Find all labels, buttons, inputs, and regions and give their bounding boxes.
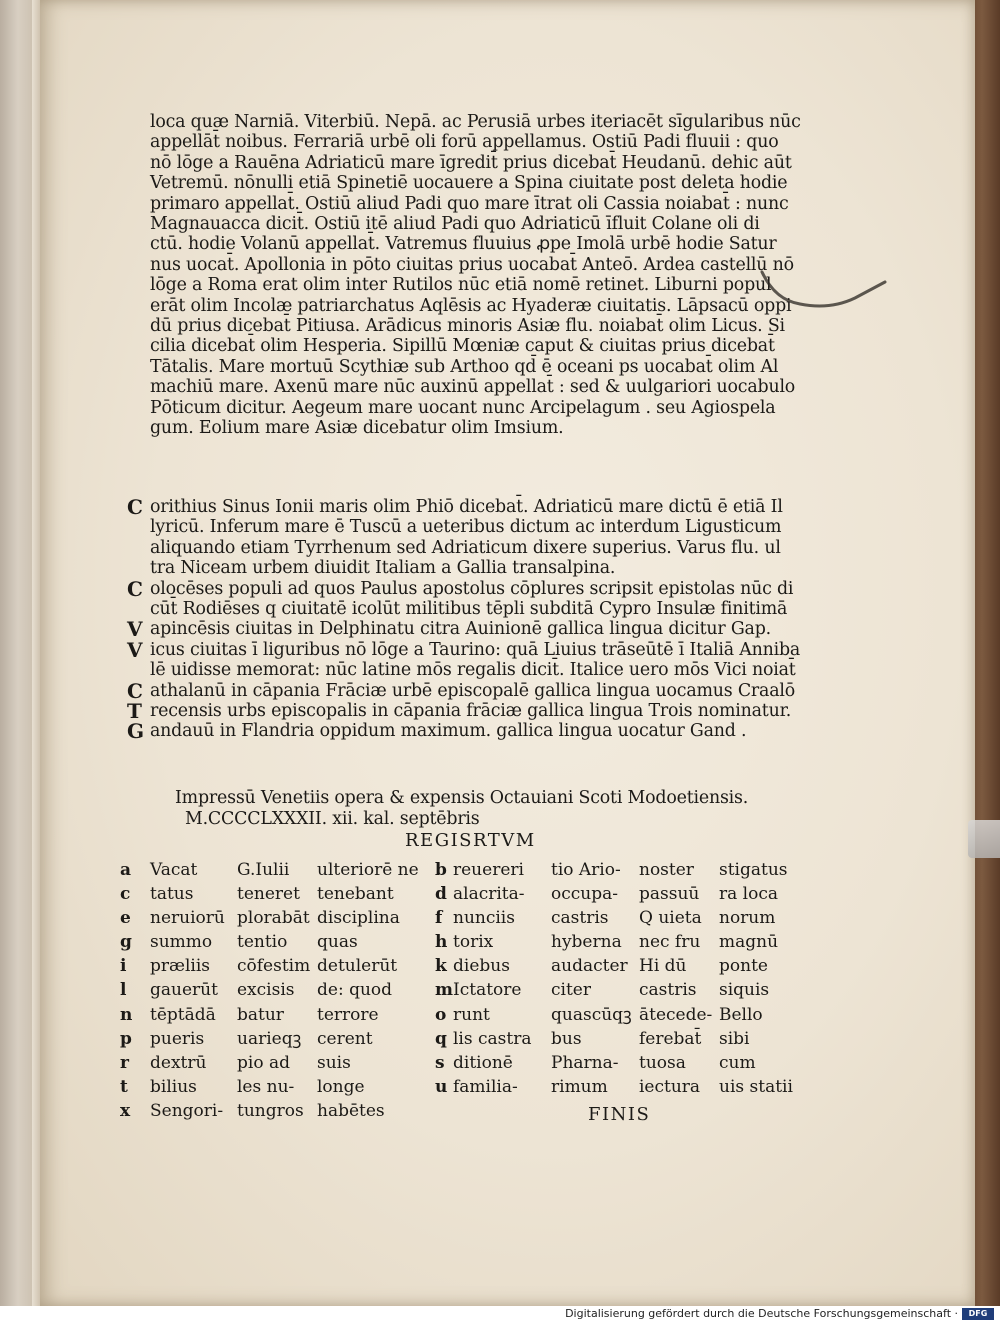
entry-initial: C xyxy=(127,678,143,703)
register-signature-letter: d xyxy=(435,884,447,905)
entry-line: apincēsis ciuitas in Delphinatu citra Auinionē gallica lingua dicitur Gap. xyxy=(150,619,771,640)
text-line: cilia dicebat̄ olim Hesperia. Sipillū Mœniæ caput & ciuitas prius dicebat̄ xyxy=(150,336,775,357)
register-row xyxy=(120,954,789,978)
register-catchword: nunciis xyxy=(453,908,515,929)
register-catchword: quascūqꝫ xyxy=(551,1004,632,1025)
register-catchword: Pharna- xyxy=(551,1052,619,1073)
register-catchword: cerent xyxy=(317,1028,373,1049)
register-catchword: les nu- xyxy=(237,1076,295,1097)
text-line: erāt olim Incolæ patriarchatus Aqlēsis ac Hyaderæ ciuitatis. Lāpsacū oppi xyxy=(150,295,792,316)
finis-label: FINIS xyxy=(588,1104,651,1125)
register-catchword xyxy=(639,1099,719,1123)
page-tab-clip xyxy=(968,820,1000,858)
register-catchword xyxy=(453,1099,551,1123)
register-catchword: pio ad xyxy=(237,1052,290,1073)
entry-line: tra Niceam urbem diuidit Italiam a Gallia transalpina. xyxy=(150,558,616,579)
text-line: lōge a Roma erat olim inter Rutilos nūc etiā nomē retinet. Liburni popul xyxy=(150,275,772,296)
register-signature-letter: n xyxy=(120,1004,133,1025)
entry-line: icus ciuitas ī liguribus nō lōge a Taurino: quā Liuius trāseūtē ī Italiā Anniba xyxy=(150,639,801,660)
register-signature-letter: o xyxy=(435,1004,447,1025)
register-catchword: rimum xyxy=(551,1076,608,1097)
register-catchword: sibi xyxy=(719,1028,750,1049)
register-catchword: Q uieta xyxy=(639,908,702,929)
register-row xyxy=(120,1075,793,1099)
register-catchword: hyberna xyxy=(551,932,622,953)
register-row xyxy=(120,978,789,1002)
register-signature-letter: s xyxy=(435,1052,445,1073)
entry-initial: V xyxy=(127,637,143,662)
register-catchword: dextrū xyxy=(150,1052,207,1073)
entry-initial: V xyxy=(127,617,143,642)
entry-line: olocēses populi ad quos Paulus apostolus cōplures scripsit epistolas nūc di xyxy=(150,578,794,599)
register-catchword: gauerūt xyxy=(150,980,218,1001)
register-signature-letter: k xyxy=(435,956,447,977)
entry-text xyxy=(150,681,847,701)
entry-text xyxy=(150,497,847,579)
text-line: Vetremū. nōnulli etiā Spinetiē uocauere a Spina ciuitate post deleta hodie xyxy=(150,173,788,194)
register-row xyxy=(120,906,789,930)
text-line: Pōticum dicitur. Aegeum mare uocant nunc Arcipelagum . seu Agiospela xyxy=(150,397,776,418)
register-signature-letter: l xyxy=(120,980,127,1001)
entry-line: aliquando etiam Tyrrhenum sed Adriaticum dixere superius. Varus flu. ul xyxy=(150,537,781,558)
text-line: ctū. hodie Volanū appellat̄. Vatremus fluuius ꝓpe Imolā urbē hodie Satur xyxy=(150,234,777,255)
register-catchword: suis xyxy=(317,1052,351,1073)
register-catchword: teneret xyxy=(237,884,300,905)
text-line: primaro appellat̄. Ostiū aliud Padi quo mare ītrat oli Cassia noiabat̄ : nunc xyxy=(150,193,789,214)
register-catchword: ferebat̄ xyxy=(639,1028,702,1049)
text-line: nō lōge a Rauēna Adriaticū mare īgredit̄ prius dicebat̄ Heudanū. dehic aūt xyxy=(150,152,792,173)
register-catchword: Sengori- xyxy=(150,1100,224,1121)
text-line: dū prius dicebat̄ Pitiusa. Arādicus minoris Asiæ flu. noiabat̄ olim Licus. Si xyxy=(150,316,785,337)
register-catchword: Bello xyxy=(719,1004,763,1025)
register-signature-letter: e xyxy=(120,908,131,929)
register-catchword: norum xyxy=(719,908,776,929)
register-row xyxy=(120,930,789,954)
register-catchword: habētes xyxy=(317,1100,385,1121)
register-catchword: tungros xyxy=(237,1100,304,1121)
entry-initial: C xyxy=(127,576,143,601)
register-catchword: detulerūt xyxy=(317,956,398,977)
entry-text xyxy=(150,701,847,721)
register-catchword: longe xyxy=(317,1076,365,1097)
toponym-entries xyxy=(127,497,847,742)
register-catchword: Ictatore xyxy=(453,980,522,1001)
register-catchword: castris xyxy=(551,908,609,929)
text-line: Magnauacca dicit̄. Ostiū itē aliud Padi quo Adriaticū īfluit Colane oli di xyxy=(150,214,760,235)
register-catchword: quas xyxy=(317,932,358,953)
entry-text xyxy=(150,579,847,620)
entry xyxy=(127,497,847,579)
register-catchword: tentio xyxy=(237,932,288,953)
text-line: Tātalis. Mare mortuū Scythiæ sub Arthoo qd̄ ē oceani ps uocabat̄ olim Al xyxy=(150,356,779,377)
register-catchword: diebus xyxy=(453,956,510,977)
register-row xyxy=(120,858,789,882)
register-catchword: tēptādā xyxy=(150,1004,216,1025)
dfg-logo: DFG xyxy=(962,1308,994,1320)
register-catchword: uarieqꝫ xyxy=(237,1028,302,1049)
register-catchword: neruiorū xyxy=(150,908,225,929)
register-signature-letter: b xyxy=(435,860,447,880)
register-catchword: G.Iulii xyxy=(237,860,290,880)
register-catchword: ātecede- xyxy=(639,1004,713,1025)
entry-initial: G xyxy=(127,719,144,744)
entry xyxy=(127,637,847,681)
register-catchword: stigatus xyxy=(719,860,788,880)
register-catchword: tio Ario- xyxy=(551,860,621,880)
register-catchword: batur xyxy=(237,1004,284,1025)
register-row xyxy=(120,1027,789,1051)
entry-line: orithius Sinus Ionii maris olim Phiō dicebat̄. Adriaticū mare dictū ē etiā Il xyxy=(150,497,783,517)
register-catchword: cum xyxy=(719,1052,756,1073)
register-catchword: plorabāt xyxy=(237,908,310,929)
entry-line: lē uidisse memorat: nūc latine mōs regalis dicit̄. Italice uero mōs Vici noiat̄ xyxy=(150,660,796,681)
footer-bar xyxy=(0,1306,1000,1322)
register-signature-letter: x xyxy=(120,1100,131,1121)
register-catchword: ditionē xyxy=(453,1052,513,1073)
register-catchword: uis statii xyxy=(719,1076,793,1097)
register-catchword: noster xyxy=(639,860,694,880)
register-catchword: cōfestim xyxy=(237,956,311,977)
register-catchword: magnū xyxy=(719,932,779,953)
book-page xyxy=(40,0,975,1306)
register-catchword: citer xyxy=(551,980,591,1001)
binding-edge xyxy=(32,0,40,1306)
register-catchword: audacter xyxy=(551,956,628,977)
register-signature-letter: a xyxy=(120,860,132,880)
entry-text xyxy=(150,640,847,681)
register-catchword: ra loca xyxy=(719,884,778,905)
register-row xyxy=(120,1051,789,1075)
register-catchword: Hi dū xyxy=(639,956,687,977)
colophon xyxy=(175,788,748,830)
register-signature-letter: q xyxy=(435,1028,447,1049)
register-catchword: tenebant xyxy=(317,884,394,905)
entry xyxy=(127,719,847,744)
entry-text xyxy=(150,619,847,639)
register-signature-letter: c xyxy=(120,884,131,905)
register-catchword: bus xyxy=(551,1028,582,1049)
register-catchword: tatus xyxy=(150,884,194,905)
register-catchword: tuosa xyxy=(639,1052,686,1073)
register-signature-letter xyxy=(435,1099,453,1123)
register-signature-letter: r xyxy=(120,1052,129,1073)
entry-line: andauū in Flandria oppidum maximum. gallica lingua uocatur Gand . xyxy=(150,721,747,742)
register-signature-letter: p xyxy=(120,1028,132,1049)
entry-line: recensis urbs episcopalis in cāpania frāciæ gallica lingua Trois nominatur. xyxy=(150,701,792,722)
colophon-line: M.CCCCLXXXII. xii. kal. septēbris xyxy=(185,809,480,829)
colophon-line: Impressū Venetiis opera & expensis Octauiani Scoti Modoetiensis. xyxy=(175,788,749,808)
register-signature-letter: g xyxy=(120,932,132,953)
register-catchword: nec fru xyxy=(639,932,701,953)
registrum-title: REGISRTVM xyxy=(405,830,536,851)
register-catchword: runt xyxy=(453,1004,490,1025)
text-line: nus uocat̄. Apollonia in pōto ciuitas prius uocabat̄ Anteō. Ardea castellū nō xyxy=(150,254,794,275)
register-catchword: Vacat xyxy=(150,860,198,880)
register-catchword xyxy=(719,1099,789,1123)
register-signature-letter: f xyxy=(435,908,443,929)
register-catchword: alacrita- xyxy=(453,884,525,905)
register-catchword: passuū xyxy=(639,884,700,905)
register-catchword: disciplina xyxy=(317,908,400,929)
register-catchword: excisis xyxy=(237,980,295,1001)
entry-initial: C xyxy=(127,495,143,519)
register-catchword: torix xyxy=(453,932,494,953)
register-catchword: lis castra xyxy=(453,1028,532,1049)
register-table xyxy=(120,858,793,1123)
register-catchword: siquis xyxy=(719,980,770,1001)
register-catchword: de: quod xyxy=(317,980,393,1001)
entry-line: athalanū in cāpania Frāciæ urbē episcopalē gallica lingua uocamus Craalō xyxy=(150,680,796,701)
register-signature-letter: m xyxy=(435,980,453,1001)
register-catchword: iectura xyxy=(639,1076,701,1097)
register-catchword: summo xyxy=(150,932,213,953)
entry-line: cūt̄ Rodiēses q ciuitatē icolūt militibus tēpli subditā Cypro Insulæ finitimā xyxy=(150,599,788,620)
entry xyxy=(127,617,847,642)
register-row xyxy=(120,1003,789,1027)
register-signature-letter: u xyxy=(435,1076,448,1097)
register-catchword: præliis xyxy=(150,956,211,977)
register-catchword: terrore xyxy=(317,1004,379,1025)
register-signature-letter: t xyxy=(120,1076,128,1097)
entry xyxy=(127,678,847,703)
register-signature-letter: h xyxy=(435,932,448,953)
entry-initial: T xyxy=(127,699,142,724)
register-catchword: occupa- xyxy=(551,884,618,905)
entry xyxy=(127,576,847,620)
register-row xyxy=(120,1099,789,1123)
register-catchword: familia- xyxy=(453,1076,518,1097)
register-catchword: castris xyxy=(639,980,697,1001)
register-catchword: bilius xyxy=(150,1076,197,1097)
entry xyxy=(127,699,847,724)
text-line: gum. Eolium mare Asiæ dicebatur olim Imsium. xyxy=(150,418,564,439)
entry-line: lyricū. Inferum mare ē Tuscū a ueteribus dictum ac interdum Ligusticum xyxy=(150,517,782,538)
text-line: appellāt̄ noibus. Ferrariā urbē oli forū appellamus. Ostiū Padi fluuii : quo xyxy=(150,132,779,153)
register-catchword: pueris xyxy=(150,1028,205,1049)
register-catchword: ponte xyxy=(719,956,768,977)
ink-mark xyxy=(40,0,975,400)
register-catchword: reuereri xyxy=(453,860,524,880)
footer-credit: Digitalisierung gefördert durch die Deutsche Forschungsgemeinschaft · xyxy=(565,1307,958,1320)
register-row xyxy=(120,882,789,906)
entry-text xyxy=(150,721,847,741)
text-line: loca quæ Narniā. Viterbiū. Nepā. ac Perusiā urbes iteriacēt sīgularibus nūc xyxy=(150,112,801,132)
register-signature-letter: i xyxy=(120,956,127,977)
register-catchword: ulteriorē ne xyxy=(317,860,419,880)
text-line: machiū mare. Axenū mare nūc auxinū appellat̄ : sed & uulgariori uocabulo xyxy=(150,377,796,398)
